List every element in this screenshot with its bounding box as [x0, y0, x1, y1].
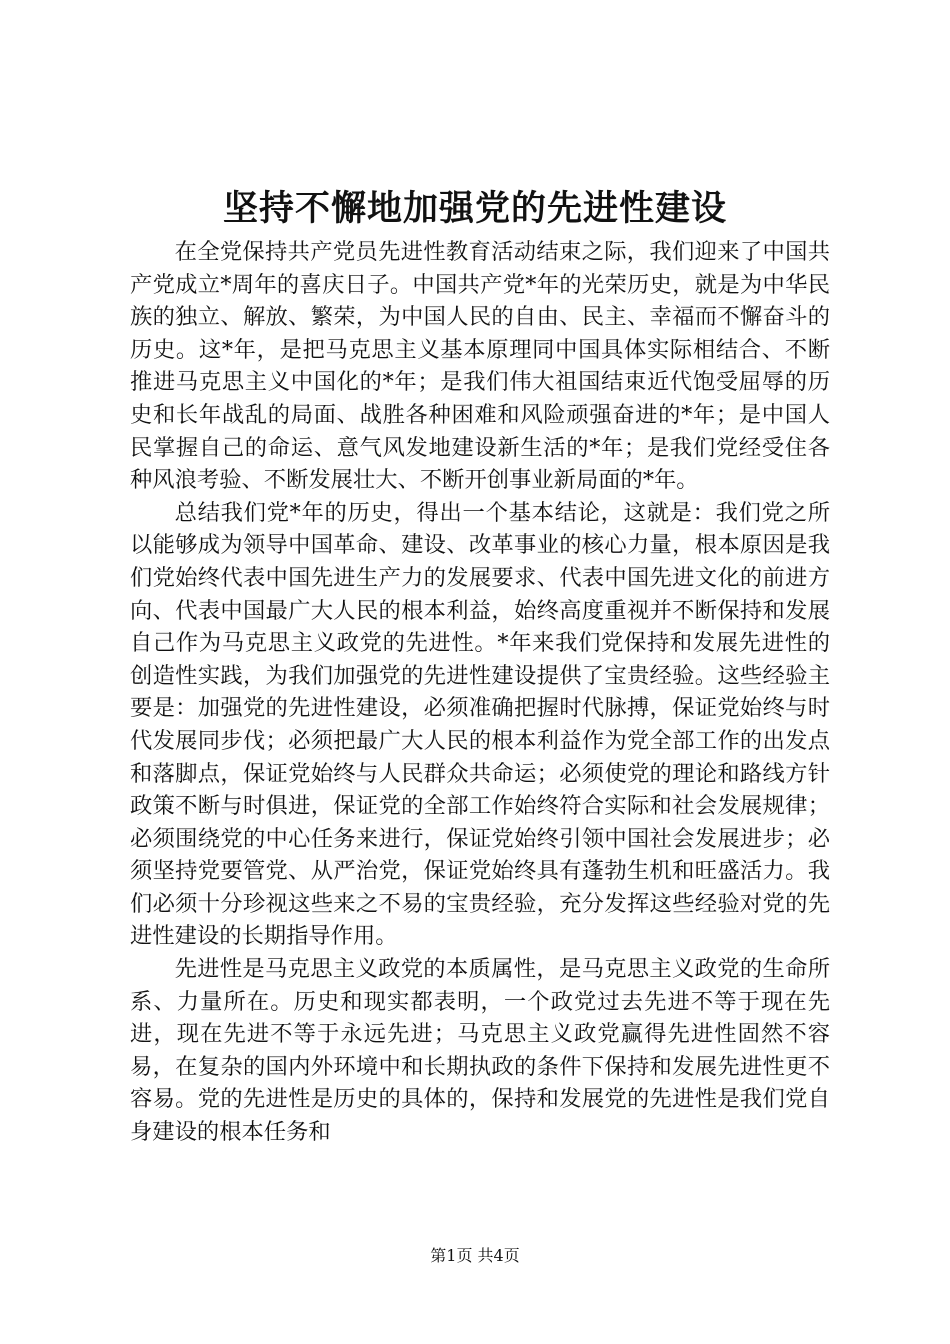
paragraph-2: 总结我们党*年的历史，得出一个基本结论，这就是：我们党之所以能够成为领导中国革命、建设、改革事业的核心力量，根本原因是我们党始终代表中国先进生产力的发展要求、代表中国先进文化的前进方向、代表中国最广大人民的根本利益，始终高度重视并不断保持和发展自己作为马克思主义政党的先进性。*年来我们党保持和发展先进性的创造性实践，为我们加强党的先进性建设提供了宝贵经验。这些经验主要是：加强党的先进性建设，必须准确把握时代脉搏，保证党始终与时代发展同步伐；必须把最广大人民的根本利益作为党全部工作的出发点和落脚点，保证党始终与人民群众共命运；必须使党的理论和路线方针政策不断与时俱进，保证党的全部工作始终符合实际和社会发展规律；必须围绕党的中心任务来进行，保证党始终引领中国社会发展进步；必须坚持党要管党、从严治党，保证党始终具有蓬勃生机和旺盛活力。我们必须十分珍视这些来之不易的宝贵经验，充分发挥这些经验对党的先进性建设的长期指导作用。 [130, 499, 830, 950]
document-title: 坚持不懈地加强党的先进性建设 [222, 188, 727, 229]
paragraph-3: 先进性是马克思主义政党的本质属性，是马克思主义政党的生命所系、力量所在。历史和现实都表明，一个政党过去先进不等于现在先进，现在先进不等于永远先进；马克思主义政党赢得先进性固然不容易，在复杂的国内外环境中和长期执政的条件下保持和发展先进性更不容易。党的先进性是历史的具体的，保持和发展党的先进性是我们党自身建设的根本任务和 [130, 956, 830, 1146]
document-body [130, 236, 830, 1149]
paragraph-1: 在全党保持共产党员先进性教育活动结束之际，我们迎来了中国共产党成立*周年的喜庆日子。中国共产党*年的光荣历史，就是为中华民族的独立、解放、繁荣，为中国人民的自由、民主、幸福而不懈奋斗的历史。这*年，是把马克思主义基本原理同中国具体实际相结合、不断推进马克思主义中国化的*年；是我们伟大祖国结束近代饱受屈辱的历史和长年战乱的局面、战胜各种困难和风险顽强奋进的*年；是中国人民掌握自己的命运、意气风发地建设新生活的*年；是我们党经受住各种风浪考验、不断发展壮大、不断开创事业新局面的*年。 [130, 239, 830, 494]
page-footer: 第1页 共4页 [430, 1246, 520, 1265]
